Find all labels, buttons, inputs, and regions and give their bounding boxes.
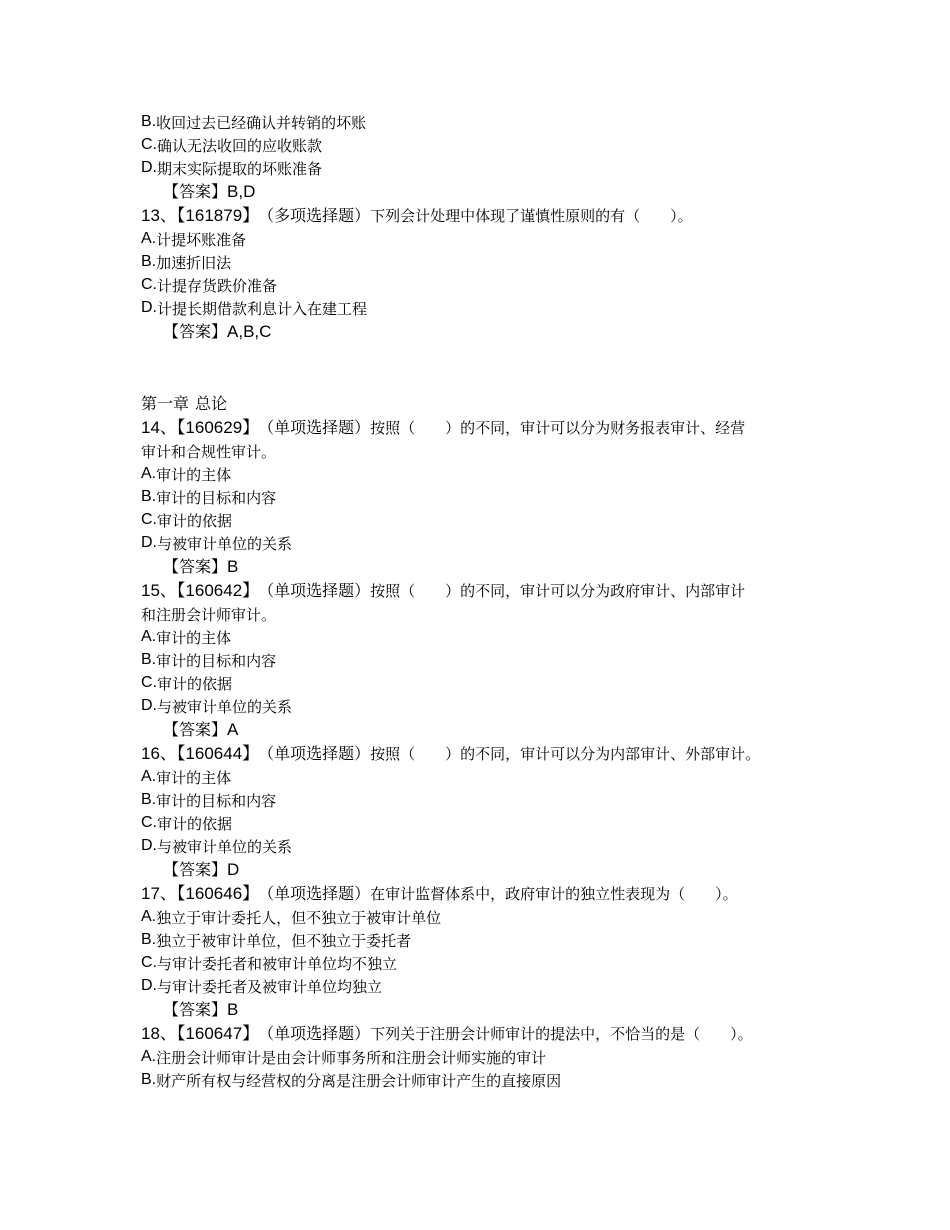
question-block: [141, 881, 831, 1021]
option-a: A.审计的主体: [141, 465, 232, 484]
option-d: D.与被审计单位的关系: [141, 837, 293, 856]
option-a: A.审计的主体: [141, 768, 232, 787]
option-d: D.计提长期借款利息计入在建工程: [141, 299, 368, 318]
answer-line: 【答案】A: [163, 720, 239, 739]
question-block: [141, 203, 831, 343]
option-c: C.计提存货跌价准备: [141, 276, 278, 295]
answer-line: 【答案】B: [163, 1000, 239, 1019]
answer-line: 【答案】B: [163, 557, 239, 576]
question-stem: 18、【160647】 （单项选择题）下列关于注册会计师审计的提法中，不恰当的是（ ）。: [141, 1024, 753, 1043]
option-c: C.审计的依据: [141, 814, 233, 833]
option-b: B.财产所有权与经营权的分离是注册会计师审计产生的直接原因: [141, 1071, 562, 1090]
option-a: A.独立于审计委托人，但不独立于被审计单位: [141, 908, 442, 927]
option-d: D.与被审计单位的关系: [141, 534, 293, 553]
question-block-continued: [141, 112, 831, 203]
option-b: B.独立于被审计单位，但不独立于委托者: [141, 931, 412, 950]
question-stem: 15、【160642】 （单项选择题）按照（ ）的不同，审计可以分为政府审计、内部审计 和注册会计师审计。: [141, 581, 746, 624]
option-d: D.与被审计单位的关系: [141, 697, 293, 716]
question-stem: 17、【160646】 （单项选择题）在审计监督体系中，政府审计的独立性表现为（ ）。: [141, 884, 738, 903]
answer-line: 【答案】A,B,C: [163, 322, 272, 341]
option-b: B.加速折旧法: [141, 253, 232, 272]
document-page: [141, 112, 831, 1093]
option-b: B.收回过去已经确认并转销的坏账: [141, 113, 367, 132]
question-block: [141, 415, 831, 578]
answer-line: 【答案】D: [163, 860, 240, 879]
option-b: B.审计的目标和内容: [141, 791, 277, 810]
question-stem: 13、【161879】 （多项选择题）下列会计处理中体现了谨慎性原则的有（ ）。: [141, 206, 693, 225]
question-block: [141, 741, 831, 881]
chapter-heading: 第一章 总论: [141, 394, 228, 413]
option-d: D.与审计委托者及被审计单位均独立: [141, 977, 383, 996]
option-a: A.审计的主体: [141, 628, 232, 647]
option-c: C.审计的依据: [141, 511, 233, 530]
option-b: B.审计的目标和内容: [141, 651, 277, 670]
question-block: [141, 1021, 831, 1093]
option-c: C.审计的依据: [141, 674, 233, 693]
option-d: D.期末实际提取的坏账准备: [141, 159, 323, 178]
answer-line: 【答案】B,D: [163, 182, 256, 201]
question-block: [141, 578, 831, 741]
option-c: C.确认无法收回的应收账款: [141, 136, 323, 155]
option-c: C.与审计委托者和被审计单位均不独立: [141, 954, 398, 973]
question-stem: 14、【160629】 （单项选择题）按照（ ）的不同，审计可以分为财务报表审计、经营 审计和合规性审计。: [141, 418, 746, 461]
option-a: A.计提坏账准备: [141, 230, 247, 249]
option-a: A.注册会计师审计是由会计师事务所和注册会计师实施的审计: [141, 1048, 547, 1067]
question-stem: 16、【160644】 （单项选择题）按照（ ）的不同，审计可以分为内部审计、外部审计。: [141, 744, 761, 763]
option-b: B.审计的目标和内容: [141, 488, 277, 507]
